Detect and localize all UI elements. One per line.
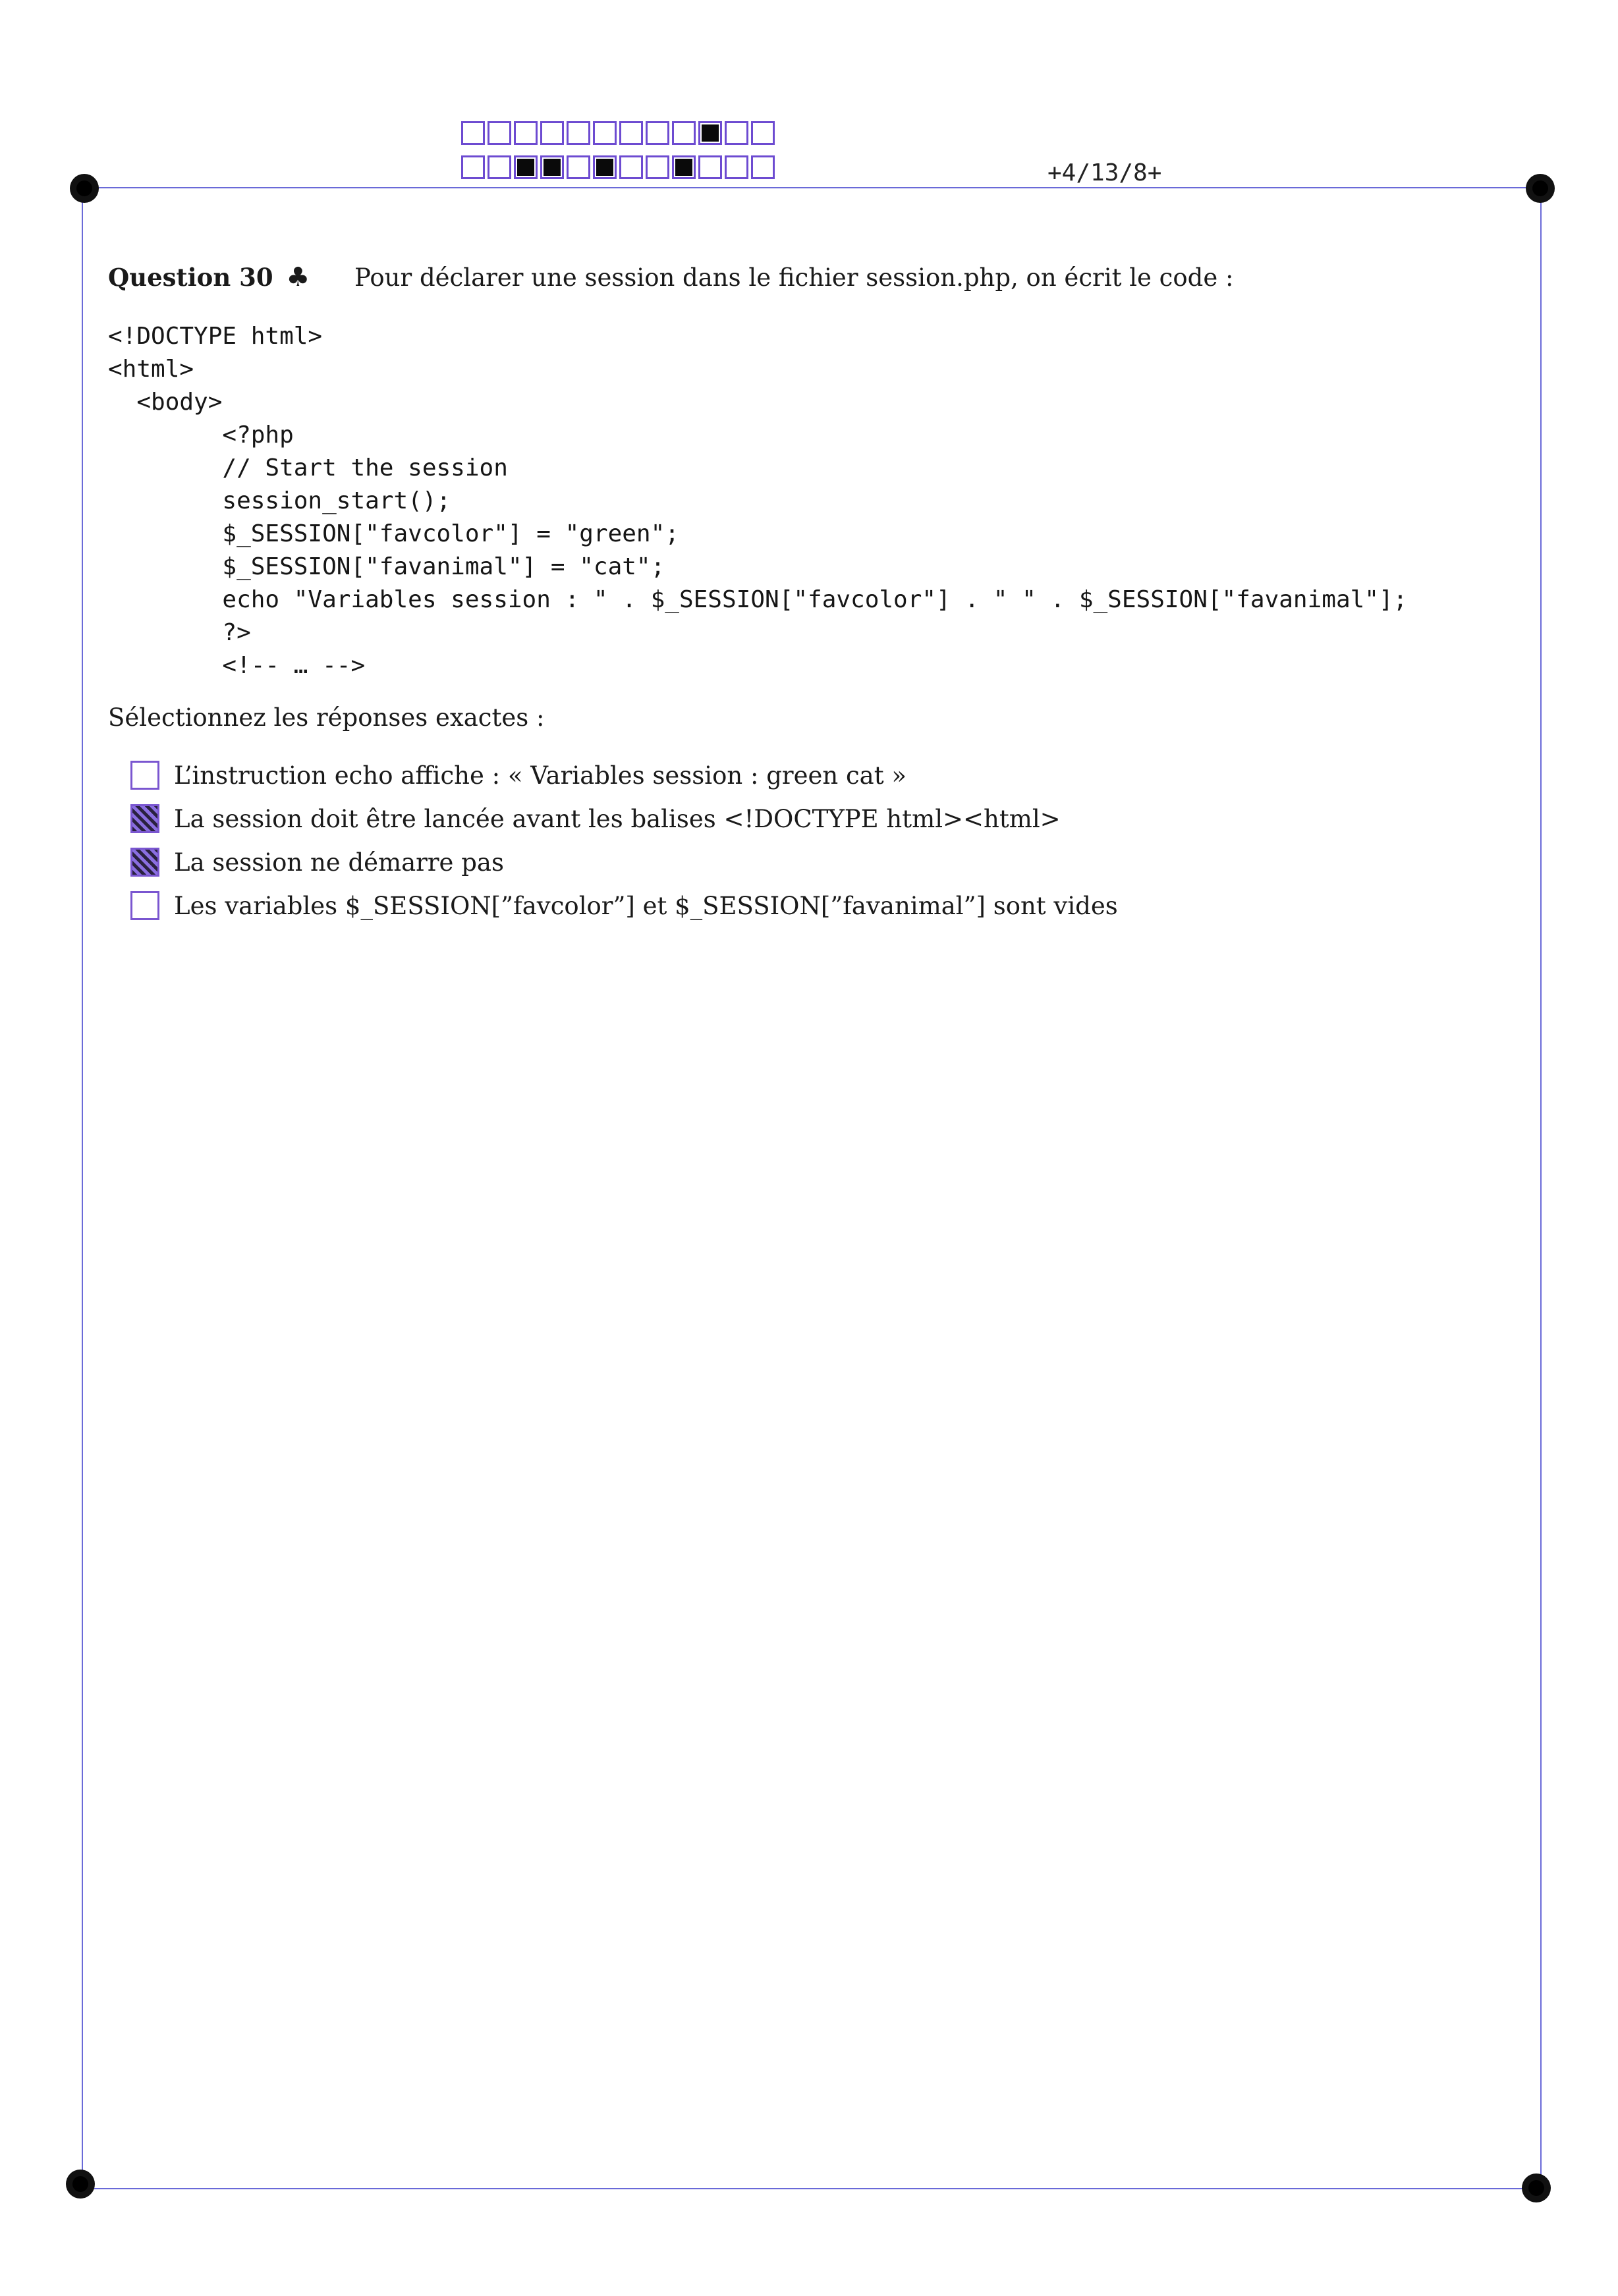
- id-box: [461, 155, 485, 179]
- code-line: <body>: [108, 389, 223, 416]
- code-block: [108, 320, 1407, 682]
- instruction-text: Sélectionnez les réponses exactes :: [108, 703, 545, 732]
- answer-checkbox[interactable]: [130, 761, 159, 790]
- question-text: Pour déclarer une session dans le fichier session.php, on écrit le code :: [354, 263, 1234, 292]
- answer-option[interactable]: [130, 753, 1118, 797]
- code-line: <!-- … -->: [108, 652, 366, 679]
- code-line: // Start the session: [108, 454, 508, 481]
- code-line: session_start();: [108, 487, 451, 514]
- club-icon: ♣: [286, 262, 310, 292]
- question-header: [108, 262, 1234, 292]
- answer-checkbox[interactable]: [130, 891, 159, 920]
- corner-mark-bottom-right: [1522, 2173, 1551, 2202]
- id-box: [751, 155, 775, 179]
- answer-option[interactable]: [130, 884, 1118, 927]
- id-box: [672, 121, 696, 145]
- id-box: [593, 155, 617, 179]
- corner-mark-top-right: [1526, 174, 1555, 203]
- id-boxes-row-2: [461, 155, 777, 179]
- answer-option[interactable]: [130, 797, 1118, 840]
- id-box: [514, 155, 538, 179]
- id-box: [514, 121, 538, 145]
- id-box: [725, 155, 748, 179]
- corner-mark-top-left: [70, 174, 99, 203]
- id-box: [540, 121, 564, 145]
- answer-checkbox[interactable]: [130, 804, 159, 833]
- answer-option[interactable]: [130, 840, 1118, 884]
- id-box: [698, 155, 722, 179]
- id-box: [540, 155, 564, 179]
- id-box: [672, 155, 696, 179]
- id-box: [461, 121, 485, 145]
- id-box: [619, 121, 643, 145]
- answer-text: La session doit être lancée avant les balises <!DOCTYPE html><html>: [174, 804, 1061, 833]
- id-box: [567, 121, 590, 145]
- corner-mark-bottom-left: [66, 2170, 95, 2199]
- id-box: [593, 121, 617, 145]
- answer-text: L’instruction echo affiche : « Variables session : green cat »: [174, 761, 907, 790]
- id-box: [488, 155, 511, 179]
- code-line: <?php: [108, 422, 294, 449]
- id-box: [646, 121, 669, 145]
- id-box: [646, 155, 669, 179]
- answer-text: La session ne démarre pas: [174, 848, 504, 877]
- answer-list: [130, 753, 1118, 927]
- answer-checkbox[interactable]: [130, 848, 159, 877]
- id-box: [751, 121, 775, 145]
- code-line: <!DOCTYPE html>: [108, 323, 323, 350]
- code-line: $_SESSION["favanimal"] = "cat";: [108, 553, 665, 580]
- code-line: $_SESSION["favcolor"] = "green";: [108, 520, 679, 547]
- id-box: [567, 155, 590, 179]
- id-box: [619, 155, 643, 179]
- page-code: +4/13/8+: [1047, 159, 1162, 186]
- code-line: echo "Variables session : " . $_SESSION["favcolor"] . " " . $_SESSION["favanimal"];: [108, 586, 1408, 613]
- answer-text: Les variables $_SESSION[”favcolor”] et $_SESSION[”favanimal”] sont vides: [174, 891, 1118, 920]
- code-line: <html>: [108, 356, 194, 383]
- id-box: [725, 121, 748, 145]
- id-box: [488, 121, 511, 145]
- id-box: [698, 121, 722, 145]
- code-line: ?>: [108, 619, 251, 646]
- id-boxes-row-1: [461, 121, 777, 145]
- question-label: Question 30: [108, 263, 273, 292]
